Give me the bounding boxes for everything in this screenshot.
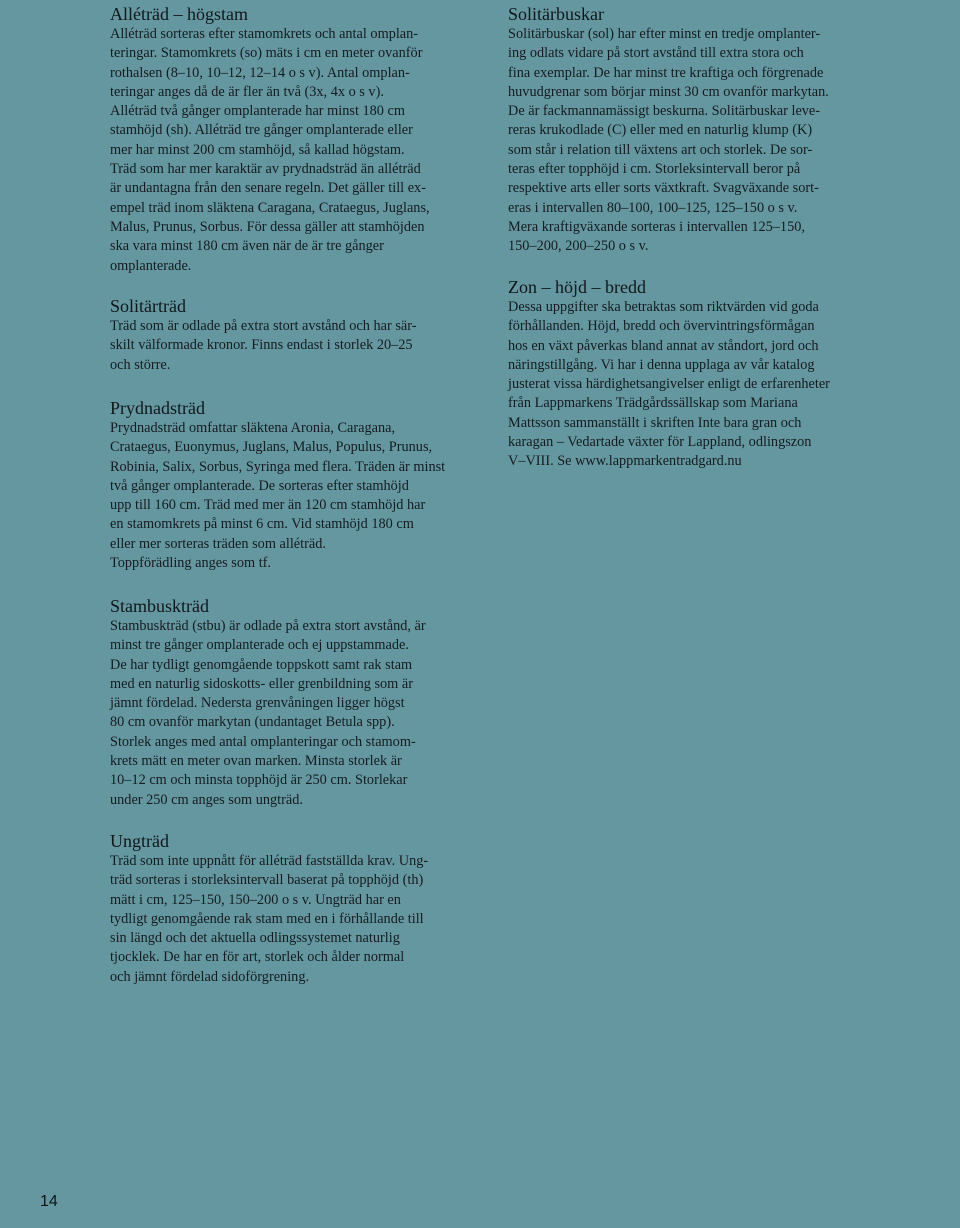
text-line: karagan – Vedartade växter för Lappland, odlingszon <box>508 434 812 451</box>
section-heading: Ungträd <box>110 831 169 851</box>
section-prydnadstrad <box>110 397 460 573</box>
text-line: upp till 160 cm. Träd med mer än 120 cm stamhöjd har <box>110 497 426 514</box>
text-line: reras krukodlade (C) eller med en naturlig klump (K) <box>508 122 813 139</box>
text-line: ing odlats vidare på stort avstånd till extra stora och <box>508 45 804 62</box>
text-line: under 250 cm anges som ungträd. <box>110 791 303 808</box>
text-line: De är fackmannamässigt beskurna. Solitärbuskar leve- <box>508 103 821 120</box>
text-line: Robinia, Salix, Sorbus, Syringa med flera. Träden är minst <box>110 458 446 475</box>
text-line: Träd som inte uppnått för alléträd fastställda krav. Ung- <box>110 853 429 869</box>
text-line: Träd som är odlade på extra stort avstånd och har sär- <box>110 318 417 334</box>
section-heading: Solitärträd <box>110 296 186 316</box>
text-line: näringstillgång. Vi har i denna upplaga av vår katalog <box>508 356 815 373</box>
section-heading: Prydnadsträd <box>110 398 205 418</box>
text-line: huvudgrenar som börjar minst 30 cm ovanför markytan. <box>508 83 829 100</box>
section-solitarbuskar <box>508 3 858 257</box>
text-line: Mera kraftigväxande sorteras i intervallen 125–150, <box>508 218 805 235</box>
text-line: ska vara minst 180 cm även när de är tre gånger <box>110 238 384 255</box>
section-heading: Alléträd – högstam <box>110 4 248 24</box>
section-body <box>110 419 460 573</box>
text-line: Storlek anges med antal omplanteringar och stamom- <box>110 733 416 750</box>
text-line: Solitärbuskar (sol) har efter minst en tredje omplanter- <box>508 26 821 42</box>
text-line: träd sorteras i storleksintervall baserat på topphöjd (th) <box>110 872 424 889</box>
text-line: 10–12 cm och minsta topphöjd är 250 cm. Storlekar <box>110 772 408 789</box>
text-line: med en naturlig sidoskotts- eller grenbildning som är <box>110 675 413 692</box>
section-body <box>110 617 460 810</box>
text-line: som står i relation till växtens art och storlek. De sor- <box>508 141 813 158</box>
text-line: hos en växt påverkas bland annat av ståndort, jord och <box>508 337 819 354</box>
text-line: empel träd inom släktena Caragana, Crataegus, Juglans, <box>110 199 430 216</box>
text-line: fina exemplar. De har minst tre kraftiga och förgrenade <box>508 64 824 81</box>
text-line: Malus, Prunus, Sorbus. För dessa gäller att stamhöjden <box>110 218 425 235</box>
text-line: Alléträd sorteras efter stamomkrets och antal omplan- <box>110 26 419 42</box>
text-line: en stamomkrets på minst 6 cm. Vid stamhöjd 180 cm <box>110 516 414 533</box>
text-line: och jämnt fördelad sidoförgrening. <box>110 968 310 985</box>
text-line: Mattsson sammanställt i skriften Inte bara gran och <box>508 414 802 431</box>
section-body <box>508 25 858 257</box>
text-line: De har tydligt genomgående toppskott samt rak stam <box>110 656 413 673</box>
text-line: mätt i cm, 125–150, 150–200 o s v. Ungträd har en <box>110 891 401 908</box>
section-body <box>508 298 858 472</box>
text-line: förhållanden. Höjd, bredd och övervintringsförmågan <box>508 318 815 335</box>
text-line: teringar. Stamomkrets (so) mäts i cm en meter ovanför <box>110 45 423 62</box>
text-line: respektive arts eller sorts växtkraft. Svagväxande sort- <box>508 180 819 197</box>
text-line: teringar anges då de är fler än två (3x, 4x o s v). <box>110 83 384 100</box>
text-line: två gånger omplanterade. De sorteras efter stamhöjd <box>110 477 409 494</box>
text-line: tjocklek. De har en för art, storlek och ålder normal <box>110 949 405 966</box>
text-line: krets mätt en meter ovan marken. Minsta storlek är <box>110 753 402 770</box>
section-heading: Zon – höjd – bredd <box>508 277 646 297</box>
section-body <box>110 25 460 276</box>
section-body <box>110 852 460 987</box>
text-line: är undantagna från den senare regeln. Det gäller till ex- <box>110 180 426 197</box>
page-number: 14 <box>40 1193 58 1210</box>
text-line: justerat vissa härdighetsangivelser enligt de erfarenheter <box>508 376 830 393</box>
text-line: Stambuskträd (stbu) är odlade på extra stort avstånd, är <box>110 618 426 634</box>
text-line: eras i intervallen 80–100, 100–125, 125–150 o s v. <box>508 199 798 216</box>
section-alletrad <box>110 3 460 276</box>
text-line: teras efter topphöjd i cm. Storleksintervall beror på <box>508 161 801 178</box>
text-line: Träd som har mer karaktär av prydnadsträd än alléträd <box>110 161 421 178</box>
section-heading: Solitärbuskar <box>508 4 604 24</box>
text-line: 150–200, 200–250 o s v. <box>508 238 649 255</box>
text-line: Toppförädling anges som tf. <box>110 555 272 572</box>
text-line: eller mer sorteras träden som alléträd. <box>110 535 326 552</box>
text-line: jämnt fördelad. Nedersta grenvåningen ligger högst <box>110 695 405 712</box>
section-stambusktrad <box>110 595 460 810</box>
section-body <box>110 317 460 375</box>
text-line: Alléträd två gånger omplanterade har minst 180 cm <box>110 103 405 120</box>
text-line: omplanterade. <box>110 257 192 274</box>
text-line: tydligt genomgående rak stam med en i förhållande till <box>110 910 424 927</box>
text-line: 80 cm ovanför markytan (undantaget Betula spp). <box>110 714 395 731</box>
section-ungtrad <box>110 830 460 987</box>
text-line: rothalsen (8–10, 10–12, 12–14 o s v). Antal omplan- <box>110 64 410 81</box>
text-line: Crataegus, Euonymus, Juglans, Malus, Populus, Prunus, <box>110 439 433 456</box>
text-line: skilt välformade kronor. Finns endast i storlek 20–25 <box>110 337 413 354</box>
text-line: V–VIII. Se www.lappmarkentradgard.nu <box>508 453 742 470</box>
section-solitartrad <box>110 295 460 375</box>
text-line: Dessa uppgifter ska betraktas som riktvärden vid goda <box>508 299 819 315</box>
section-heading: Stambuskträd <box>110 596 209 616</box>
text-line: och större. <box>110 356 171 373</box>
text-line: stamhöjd (sh). Alléträd tre gånger omplanterade eller <box>110 122 413 139</box>
text-line: från Lappmarkens Trädgårdssällskap som Mariana <box>508 395 798 412</box>
text-line: Prydnadsträd omfattar släktena Aronia, Caragana, <box>110 420 396 436</box>
text-line: sin längd och det aktuella odlingssystemet naturlig <box>110 930 400 947</box>
text-line: minst tre gånger omplanterade och ej uppstammade. <box>110 637 409 654</box>
text-line: mer har minst 200 cm stamhöjd, så kallad högstam. <box>110 141 405 158</box>
section-zon-hojd-bredd <box>508 276 858 472</box>
